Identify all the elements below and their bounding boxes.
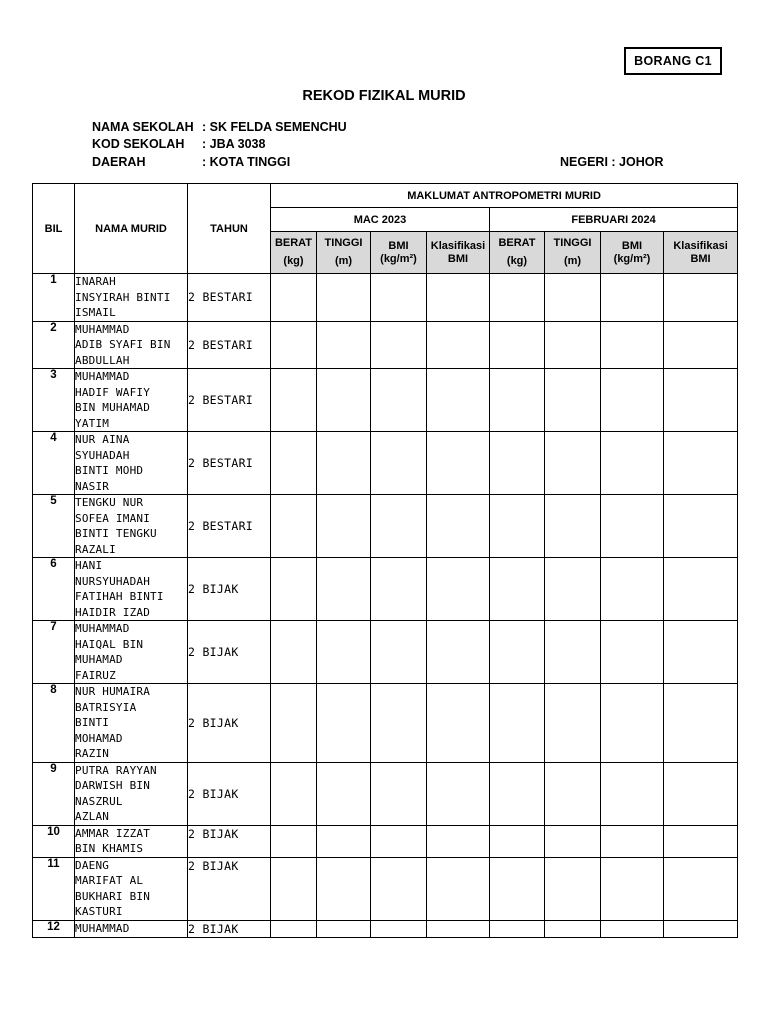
nama-line: INSYIRAH BINTI: [75, 290, 171, 304]
cell-berat-1[interactable]: [271, 558, 317, 621]
cell-klasifikasi-2[interactable]: [664, 920, 738, 937]
nama-line: MUHAMMAD: [75, 622, 130, 635]
nama-line: ABDULLAH: [75, 353, 130, 367]
row-bil: 10: [33, 825, 75, 857]
row-tahun: 2 BIJAK: [188, 857, 271, 920]
cell-bmi-1[interactable]: [371, 857, 427, 920]
row-nama-murid: [75, 369, 188, 432]
nama-line: KASTURI: [75, 905, 123, 918]
cell-bmi-1[interactable]: [371, 762, 427, 825]
cell-berat-1[interactable]: [271, 621, 317, 684]
row-nama-murid: [75, 321, 188, 369]
school-name-value: : SK FELDA SEMENCHU: [202, 120, 347, 134]
row-bil: 9: [33, 762, 75, 825]
nama-line: AZLAN: [75, 810, 110, 823]
cell-klasifikasi-1[interactable]: [427, 621, 490, 684]
header-tahun: TAHUN: [188, 184, 271, 274]
nama-line: ADIB SYAFI BIN: [75, 338, 171, 351]
header-bmi-1: BMI (kg/m²): [371, 232, 427, 274]
cell-berat-1[interactable]: [271, 432, 317, 495]
row-tahun: 2 BESTARI: [188, 274, 271, 322]
cell-tinggi-2[interactable]: [545, 684, 601, 763]
cell-berat-2[interactable]: [490, 321, 545, 369]
row-nama-murid: [75, 495, 188, 558]
nama-line: HADIF WAFIY: [75, 385, 151, 399]
nama-line: HANI: [75, 559, 103, 572]
cell-tinggi-2[interactable]: [545, 558, 601, 621]
cell-berat-1[interactable]: [271, 920, 317, 937]
nama-line: ISMAIL: [75, 306, 116, 319]
cell-tinggi-1[interactable]: [317, 684, 371, 763]
cell-tinggi-2[interactable]: [545, 495, 601, 558]
cell-bmi-2[interactable]: [601, 369, 664, 432]
nama-line: BUKHARI BIN: [75, 889, 151, 903]
cell-tinggi-2[interactable]: [545, 369, 601, 432]
row-nama-murid: [75, 432, 188, 495]
cell-tinggi-1[interactable]: [317, 558, 371, 621]
nama-line: BINTI: [75, 716, 110, 729]
nama-line: HAIQAL BIN: [75, 637, 144, 651]
row-tahun: 2 BIJAK: [188, 684, 271, 763]
cell-tinggi-1[interactable]: [317, 321, 371, 369]
cell-bmi-2[interactable]: [601, 684, 664, 763]
cell-bmi-2[interactable]: [601, 762, 664, 825]
row-nama-murid: [75, 684, 188, 763]
row-bil: 3: [33, 369, 75, 432]
cell-klasifikasi-2[interactable]: [664, 321, 738, 369]
cell-tinggi-1[interactable]: [317, 274, 371, 322]
header-berat-1: BERAT (kg): [271, 232, 317, 274]
cell-berat-1[interactable]: [271, 684, 317, 763]
nama-line: MUHAMMAD: [75, 370, 130, 383]
school-code-line: [92, 135, 265, 153]
table-row: [33, 274, 738, 322]
row-tahun: 2 BESTARI: [188, 432, 271, 495]
row-nama-murid: [75, 558, 188, 621]
header-period-mac-2023: MAC 2023: [271, 208, 490, 232]
cell-tinggi-2[interactable]: [545, 321, 601, 369]
cell-klasifikasi-1[interactable]: [427, 825, 490, 857]
cell-klasifikasi-1[interactable]: [427, 558, 490, 621]
cell-klasifikasi-1[interactable]: [427, 495, 490, 558]
row-tahun: 2 BIJAK: [188, 762, 271, 825]
page-title: REKOD FIZIKAL MURID: [302, 88, 466, 104]
cell-tinggi-2[interactable]: [545, 920, 601, 937]
nama-line: MUHAMMAD: [75, 921, 130, 935]
nama-line: MOHAMAD: [75, 731, 123, 745]
district-line: [92, 153, 290, 171]
row-bil: 11: [33, 857, 75, 920]
cell-bmi-2[interactable]: [601, 857, 664, 920]
school-code-label: KOD SEKOLAH: [92, 137, 185, 151]
nama-line: BATRISYIA: [75, 700, 137, 714]
table-row: [33, 321, 738, 369]
nama-line: HAIDIR IZAD: [75, 605, 151, 619]
header-bmi-2: BMI (kg/m²): [601, 232, 664, 274]
cell-klasifikasi-2[interactable]: [664, 762, 738, 825]
cell-bmi-1[interactable]: [371, 558, 427, 621]
cell-tinggi-2[interactable]: [545, 621, 601, 684]
cell-berat-2[interactable]: [490, 857, 545, 920]
header-tinggi-2: TINGGI (m): [545, 232, 601, 274]
row-tahun: 2 BESTARI: [188, 369, 271, 432]
cell-tinggi-2[interactable]: [545, 274, 601, 322]
cell-klasifikasi-2[interactable]: [664, 825, 738, 857]
nama-line: PUTRA RAYYAN: [75, 763, 157, 777]
cell-berat-2[interactable]: [490, 274, 545, 322]
table-row: [33, 920, 738, 937]
cell-bmi-2[interactable]: [601, 920, 664, 937]
header-bil: BIL: [33, 184, 75, 274]
cell-berat-2[interactable]: [490, 920, 545, 937]
nama-line: FATIHAH BINTI: [75, 590, 164, 603]
nama-line: DAENG: [75, 858, 110, 872]
cell-tinggi-1[interactable]: [317, 825, 371, 857]
cell-berat-1[interactable]: [271, 274, 317, 322]
cell-berat-2[interactable]: [490, 369, 545, 432]
row-bil: 7: [33, 621, 75, 684]
nama-line: NURSYUHADAH: [75, 574, 151, 588]
nama-line: SYUHADAH: [75, 448, 130, 462]
cell-berat-2[interactable]: [490, 621, 545, 684]
cell-tinggi-1[interactable]: [317, 432, 371, 495]
cell-tinggi-1[interactable]: [317, 762, 371, 825]
cell-bmi-2[interactable]: [601, 558, 664, 621]
cell-berat-1[interactable]: [271, 825, 317, 857]
table-row: [33, 825, 738, 857]
header-berat-2: BERAT (kg): [490, 232, 545, 274]
table-row: [33, 369, 738, 432]
header-klasifikasi-2: Klasifikasi BMI: [664, 232, 738, 274]
cell-berat-1[interactable]: [271, 495, 317, 558]
row-bil: 8: [33, 684, 75, 763]
cell-klasifikasi-2[interactable]: [664, 684, 738, 763]
cell-klasifikasi-2[interactable]: [664, 558, 738, 621]
nama-line: NUR HUMAIRA: [75, 685, 151, 698]
row-nama-murid: [75, 857, 188, 920]
nama-line: NASZRUL: [75, 794, 123, 808]
nama-line: FAIRUZ: [75, 668, 116, 682]
cell-klasifikasi-1[interactable]: [427, 432, 490, 495]
cell-klasifikasi-2[interactable]: [664, 857, 738, 920]
cell-bmi-2[interactable]: [601, 825, 664, 857]
nama-line: INARAH: [75, 275, 116, 288]
cell-berat-1[interactable]: [271, 857, 317, 920]
row-bil: 5: [33, 495, 75, 558]
table-row: [33, 558, 738, 621]
cell-bmi-2[interactable]: [601, 432, 664, 495]
row-tahun: 2 BIJAK: [188, 558, 271, 621]
cell-bmi-2[interactable]: [601, 495, 664, 558]
cell-tinggi-1[interactable]: [317, 857, 371, 920]
nama-line: MUHAMMAD: [75, 322, 130, 336]
row-bil: 6: [33, 558, 75, 621]
school-code-value: : JBA 3038: [202, 137, 266, 151]
table-row: [33, 495, 738, 558]
nama-line: NASIR: [75, 479, 110, 493]
cell-tinggi-2[interactable]: [545, 857, 601, 920]
cell-tinggi-2[interactable]: [545, 762, 601, 825]
cell-klasifikasi-1[interactable]: [427, 321, 490, 369]
row-tahun: 2 BIJAK: [188, 920, 271, 937]
cell-tinggi-1[interactable]: [317, 369, 371, 432]
cell-klasifikasi-1[interactable]: [427, 369, 490, 432]
table-row: [33, 684, 738, 763]
cell-klasifikasi-2[interactable]: [664, 274, 738, 322]
nama-line: MARIFAT AL: [75, 874, 144, 887]
row-tahun: 2 BESTARI: [188, 495, 271, 558]
nama-line: BINTI MOHD: [75, 464, 144, 477]
cell-berat-2[interactable]: [490, 762, 545, 825]
cell-berat-1[interactable]: [271, 321, 317, 369]
nama-line: MUHAMAD: [75, 653, 123, 666]
cell-berat-2[interactable]: [490, 432, 545, 495]
header-nama: NAMA MURID: [75, 184, 188, 274]
cell-klasifikasi-2[interactable]: [664, 621, 738, 684]
header-tinggi-1: TINGGI (m): [317, 232, 371, 274]
row-nama-murid: [75, 825, 188, 857]
nama-line: BIN MUHAMAD: [75, 401, 151, 414]
cell-bmi-1[interactable]: [371, 321, 427, 369]
nama-line: TENGKU NUR: [75, 496, 144, 509]
cell-klasifikasi-1[interactable]: [427, 762, 490, 825]
cell-berat-2[interactable]: [490, 495, 545, 558]
header-anthropometric: MAKLUMAT ANTROPOMETRI MURID: [271, 184, 738, 208]
row-bil: 1: [33, 274, 75, 322]
cell-tinggi-1[interactable]: [317, 621, 371, 684]
nama-line: YATIM: [75, 416, 110, 430]
row-tahun: 2 BIJAK: [188, 621, 271, 684]
state-label: NEGERI : JOHOR: [560, 155, 664, 169]
table-row: [33, 762, 738, 825]
nama-line: SOFEA IMANI: [75, 511, 151, 525]
row-nama-murid: [75, 621, 188, 684]
row-bil: 12: [33, 920, 75, 937]
cell-klasifikasi-1[interactable]: [427, 920, 490, 937]
cell-bmi-1[interactable]: [371, 495, 427, 558]
cell-bmi-1[interactable]: [371, 369, 427, 432]
cell-tinggi-1[interactable]: [317, 495, 371, 558]
school-name-label: NAMA SEKOLAH: [92, 120, 194, 134]
cell-tinggi-2[interactable]: [545, 432, 601, 495]
school-name-line: [92, 118, 347, 136]
nama-line: AMMAR IZZAT: [75, 826, 151, 840]
cell-berat-2[interactable]: [490, 684, 545, 763]
cell-klasifikasi-2[interactable]: [664, 432, 738, 495]
cell-bmi-1[interactable]: [371, 274, 427, 322]
cell-tinggi-2[interactable]: [545, 825, 601, 857]
nama-line: BIN KHAMIS: [75, 842, 144, 855]
cell-berat-1[interactable]: [271, 369, 317, 432]
district-label: DAERAH: [92, 155, 146, 169]
nama-line: RAZIN: [75, 747, 110, 760]
row-tahun: 2 BIJAK: [188, 825, 271, 857]
row-nama-murid: [75, 920, 188, 937]
cell-bmi-1[interactable]: [371, 432, 427, 495]
student-record-table: [32, 183, 738, 938]
nama-line: NUR AINA: [75, 433, 130, 446]
table-row: [33, 432, 738, 495]
cell-klasifikasi-2[interactable]: [664, 495, 738, 558]
cell-klasifikasi-1[interactable]: [427, 857, 490, 920]
form-code-box: BORANG C1: [624, 47, 722, 75]
cell-bmi-1[interactable]: [371, 621, 427, 684]
table-row: [33, 857, 738, 920]
cell-klasifikasi-1[interactable]: [427, 684, 490, 763]
district-value: : KOTA TINGGI: [202, 155, 291, 169]
header-klasifikasi-1: Klasifikasi BMI: [427, 232, 490, 274]
cell-tinggi-1[interactable]: [317, 920, 371, 937]
cell-klasifikasi-1[interactable]: [427, 274, 490, 322]
nama-line: DARWISH BIN: [75, 779, 151, 792]
cell-bmi-1[interactable]: [371, 825, 427, 857]
cell-berat-1[interactable]: [271, 762, 317, 825]
nama-line: BINTI TENGKU: [75, 527, 157, 540]
row-nama-murid: [75, 274, 188, 322]
cell-klasifikasi-2[interactable]: [664, 369, 738, 432]
row-nama-murid: [75, 762, 188, 825]
table-row: [33, 621, 738, 684]
row-bil: 2: [33, 321, 75, 369]
cell-bmi-1[interactable]: [371, 920, 427, 937]
nama-line: RAZALI: [75, 542, 116, 556]
cell-bmi-2[interactable]: [601, 274, 664, 322]
cell-berat-2[interactable]: [490, 825, 545, 857]
header-period-feb-2024: FEBRUARI 2024: [490, 208, 738, 232]
cell-bmi-2[interactable]: [601, 321, 664, 369]
cell-bmi-2[interactable]: [601, 621, 664, 684]
cell-berat-2[interactable]: [490, 558, 545, 621]
cell-bmi-1[interactable]: [371, 684, 427, 763]
row-bil: 4: [33, 432, 75, 495]
row-tahun: 2 BESTARI: [188, 321, 271, 369]
